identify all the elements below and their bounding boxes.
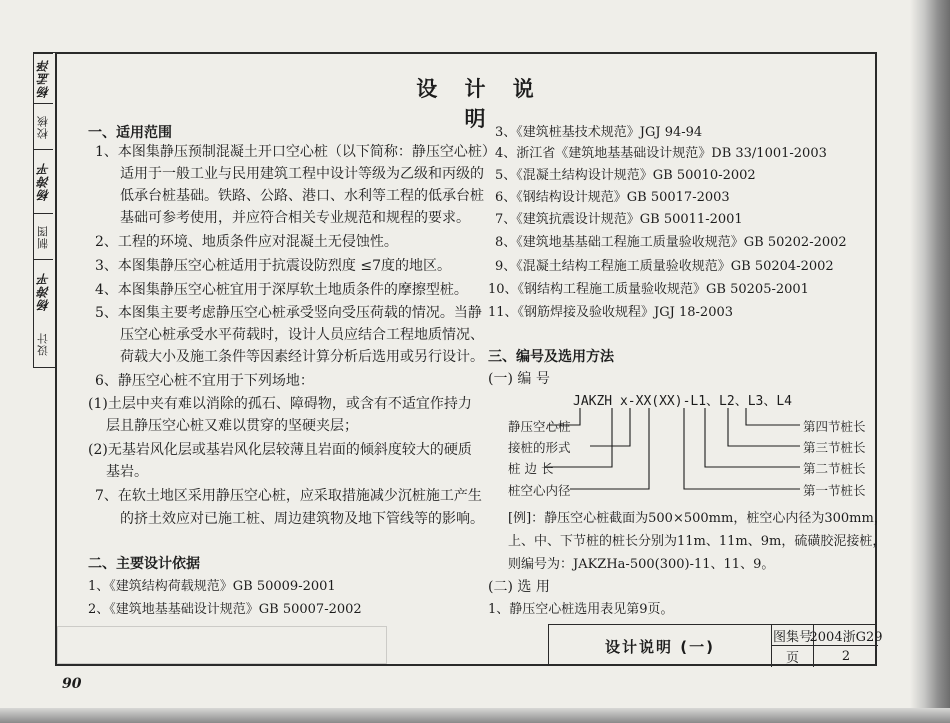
reference-10: 10、《钢结构工程施工质量验收规范》GB 50205-2001 <box>488 282 809 297</box>
left-line-16: 7、在软土地区采用静压空心桩，应采取措施减少沉桩施工产生 <box>95 488 482 504</box>
segment-label-4: 第四节桩长 <box>803 419 866 434</box>
reference-3: 3、《建筑桩基技术规范》JGJ 94-94 <box>495 125 703 140</box>
reviewer-signature: 杨孟泽 <box>34 53 53 104</box>
reference-1: 1、《建筑结构荷载规范》GB 50009-2001 <box>88 579 336 594</box>
selection-subheading: (二) 选 用 <box>488 579 550 595</box>
code-label-3: 桩 边 长 <box>508 461 554 476</box>
code-label-4: 桩空心内径 <box>508 483 571 498</box>
segment-label-3: 第三节桩长 <box>803 440 866 455</box>
reference-11: 11、《钢筋焊接及验收规程》JGJ 18-2003 <box>488 305 734 320</box>
left-line-12: (1)土层中夹有难以消除的孤石、障碍物，或含有不适宜作持力 <box>88 396 472 412</box>
left-line-8: 5、本图集主要考虑静压空心桩承受竖向受压荷载的情况。当静 <box>95 305 482 321</box>
reference-9: 9、《混凝土结构工程施工质量验收规范》GB 50204-2002 <box>495 259 834 274</box>
segment-label-2: 第二节桩长 <box>803 461 866 476</box>
left-line-1: 1、本图集静压预制混凝土开口空心桩（以下简称：静压空心桩） <box>95 144 496 160</box>
design-label: 设计 <box>36 332 50 357</box>
left-line-11: 6、静压空心桩不宜用于下列场地： <box>95 373 314 389</box>
reference-6: 6、《钢结构设计规范》GB 50017-2003 <box>495 190 730 205</box>
atlas-value: 2004浙G29 <box>813 625 878 646</box>
left-line-14: (2)无基岩风化层或基岩风化层较薄且岩面的倾斜度较大的硬质 <box>88 442 472 458</box>
reference-7: 7、《建筑抗震设计规范》GB 50011-2001 <box>495 212 743 227</box>
example-line-2: 上、中、下节桩的桩长分别为11m、11m、9m，硫磺胶泥接桩， <box>508 534 886 549</box>
left-line-7: 4、本图集静压空心桩宜用于深厚软土地质条件的摩擦型桩。 <box>95 282 468 298</box>
drafting-label: 制图 <box>34 213 53 260</box>
page-label: 页 <box>771 646 813 667</box>
reference-4: 4、浙江省《建筑地基基础设计规范》DB 33/1001-2003 <box>495 146 827 161</box>
checker-signature: 杨涛平 <box>34 149 53 214</box>
drafter-signature: 杨涛平 <box>34 259 53 324</box>
left-line-2: 适用于一般工业与民用建筑工程中设计等级为乙级和丙级的 <box>120 166 484 182</box>
check-label: 校核 <box>34 103 53 150</box>
faded-title-box <box>57 626 387 664</box>
example-line-1: [例]：静压空心桩截面为500×500mm，桩空心内径为300mm， <box>508 511 887 526</box>
document-title: 设 计 说 明 <box>416 77 544 131</box>
left-line-17: 的挤土效应对已施工桩、周边建筑物及地下管线等的影响。 <box>120 511 484 527</box>
left-line-6: 3、本图集静压空心桩适用于抗震设防烈度 ≤7度的地区。 <box>95 258 451 274</box>
bottom-edge-shadow <box>0 708 950 723</box>
page-value: 2 <box>813 646 878 667</box>
numbering-subheading: (一) 编 号 <box>488 371 550 387</box>
book-spine-shadow <box>910 0 950 723</box>
left-line-15: 基岩。 <box>106 464 148 480</box>
page-number: 90 <box>62 676 82 692</box>
left-line-5: 2、工程的环境、地质条件应对混凝土无侵蚀性。 <box>95 234 398 250</box>
title-block-title: 设计说明 (一) <box>605 637 715 656</box>
segment-label-1: 第一节桩长 <box>803 483 866 498</box>
reference-2: 2、《建筑地基基础设计规范》GB 50007-2002 <box>88 602 362 617</box>
section-3-heading: 三、编号及选用方法 <box>488 349 614 365</box>
example-line-3: 则编号为：JAKZHa-500(300)-11、11、9。 <box>508 557 775 572</box>
selection-line-1: 1、静压空心桩选用表见第9页。 <box>488 602 674 617</box>
code-label-1: 静压空心桩 <box>508 419 571 434</box>
section-2-heading: 二、主要设计依据 <box>88 556 200 572</box>
code-label-2: 接桩的形式 <box>508 440 571 455</box>
left-line-4: 基础可参考使用，并应符合相关专业规范和规程的要求。 <box>120 210 470 226</box>
left-line-9: 压空心桩承受水平荷载时，设计人员应结合工程地质情况、 <box>120 327 484 343</box>
left-line-3: 低承台桩基础。铁路、公路、港口、水利等工程的低承台桩 <box>120 188 484 204</box>
left-line-13: 层且静压空心桩又难以贯穿的坚硬夹层； <box>106 418 358 434</box>
reference-8: 8、《建筑地基基础工程施工质量验收规范》GB 50202-2002 <box>495 235 847 250</box>
section-1-heading: 一、适用范围 <box>88 125 172 141</box>
reference-5: 5、《混凝土结构设计规范》GB 50010-2002 <box>495 168 756 183</box>
atlas-label: 图集号 <box>771 625 813 646</box>
left-line-10: 荷载大小及施工条件等因素经计算分析后选用或另行设计。 <box>120 349 484 365</box>
numbering-code: JAKZH x-XX(XX)-L1、L2、L3、L4 <box>573 394 793 409</box>
title-block <box>548 624 883 666</box>
